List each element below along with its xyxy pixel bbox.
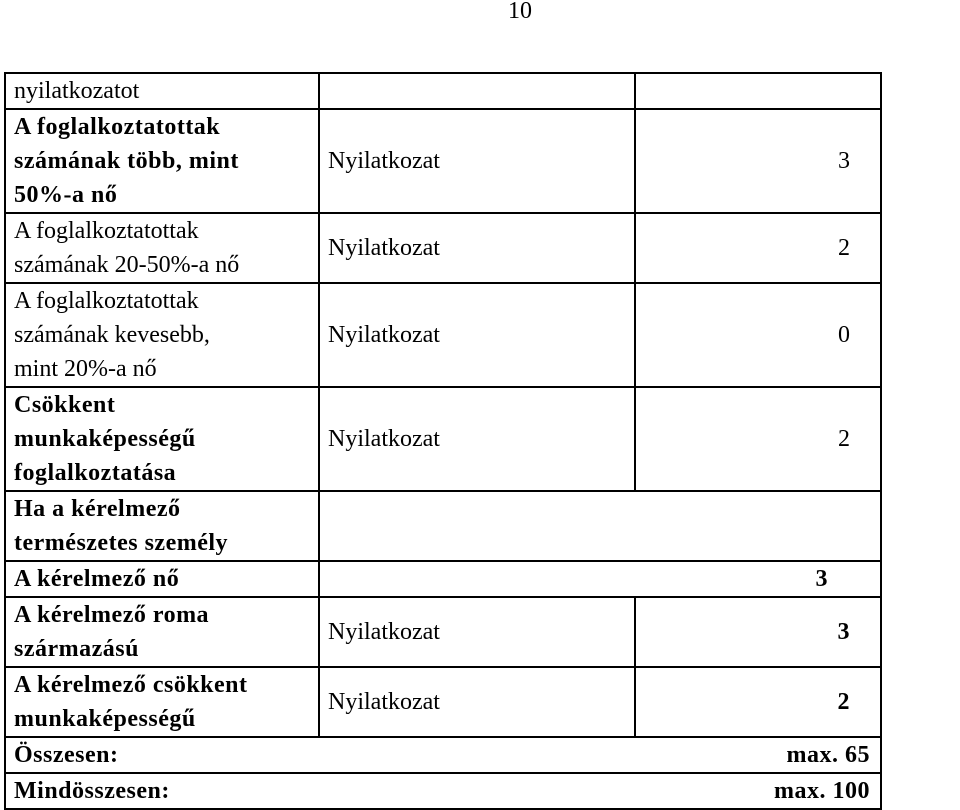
table-row <box>5 213 881 283</box>
total-label-cell: Összesen: <box>5 737 635 773</box>
document-cell <box>319 491 881 561</box>
criterion-cell <box>5 213 319 283</box>
criterion-line: számának több, mint <box>14 148 239 174</box>
table-row <box>5 491 881 561</box>
table-row <box>5 283 881 387</box>
document-cell: Nyilatkozat <box>319 387 635 491</box>
criterion-cell: A kérelmező nő <box>5 561 319 597</box>
points-cell: 3 <box>635 109 881 213</box>
table-row <box>5 773 881 809</box>
document-cell: Nyilatkozat <box>319 283 635 387</box>
criterion-cell <box>5 387 319 491</box>
table-row <box>5 597 881 667</box>
total-points-cell: max. 65 <box>635 737 881 773</box>
page-number: 10 <box>508 0 532 24</box>
criterion-line: számának kevesebb, <box>14 322 210 348</box>
points-cell: 2 <box>635 387 881 491</box>
criterion-line: 50%-a nő <box>14 182 118 208</box>
points-cell: 3 <box>319 561 881 597</box>
points-cell <box>635 73 881 109</box>
criterion-line: foglalkoztatása <box>14 460 177 486</box>
table-row <box>5 109 881 213</box>
criterion-cell <box>5 109 319 213</box>
criterion-cell <box>5 667 319 737</box>
criterion-line: A foglalkoztatottak <box>14 218 199 244</box>
criterion-cell <box>5 283 319 387</box>
document-cell <box>319 73 635 109</box>
criterion-line: számának 20-50%-a nő <box>14 252 240 278</box>
criterion-cell <box>5 597 319 667</box>
grand-total-label-cell: Mindösszesen: <box>5 773 635 809</box>
table-row <box>5 561 881 597</box>
criterion-line: természetes személy <box>14 530 229 556</box>
table-row <box>5 387 881 491</box>
criterion-cell: nyilatkozatot <box>5 73 319 109</box>
criterion-line: A kérelmező csökkent <box>14 672 248 698</box>
grand-total-points-cell: max. 100 <box>635 773 881 809</box>
points-cell: 0 <box>635 283 881 387</box>
criterion-line: A foglalkoztatottak <box>14 288 199 314</box>
document-cell: Nyilatkozat <box>319 213 635 283</box>
points-cell: 2 <box>635 213 881 283</box>
criterion-line: munkaképességű <box>14 426 196 452</box>
document-cell: Nyilatkozat <box>319 597 635 667</box>
scoring-table <box>4 72 882 810</box>
points-cell: 2 <box>635 667 881 737</box>
criterion-line: munkaképességű <box>14 706 196 732</box>
table-row <box>5 667 881 737</box>
criterion-line: A foglalkoztatottak <box>14 114 221 140</box>
criterion-line: mint 20%-a nő <box>14 356 157 382</box>
criterion-line: Csökkent <box>14 392 116 418</box>
table-row <box>5 737 881 773</box>
document-cell: Nyilatkozat <box>319 109 635 213</box>
points-cell: 3 <box>635 597 881 667</box>
document-cell: Nyilatkozat <box>319 667 635 737</box>
criterion-cell <box>5 491 319 561</box>
criterion-line: A kérelmező roma <box>14 602 210 628</box>
criterion-line: Ha a kérelmező <box>14 496 181 522</box>
criterion-line: származású <box>14 636 139 662</box>
table-row <box>5 73 881 109</box>
